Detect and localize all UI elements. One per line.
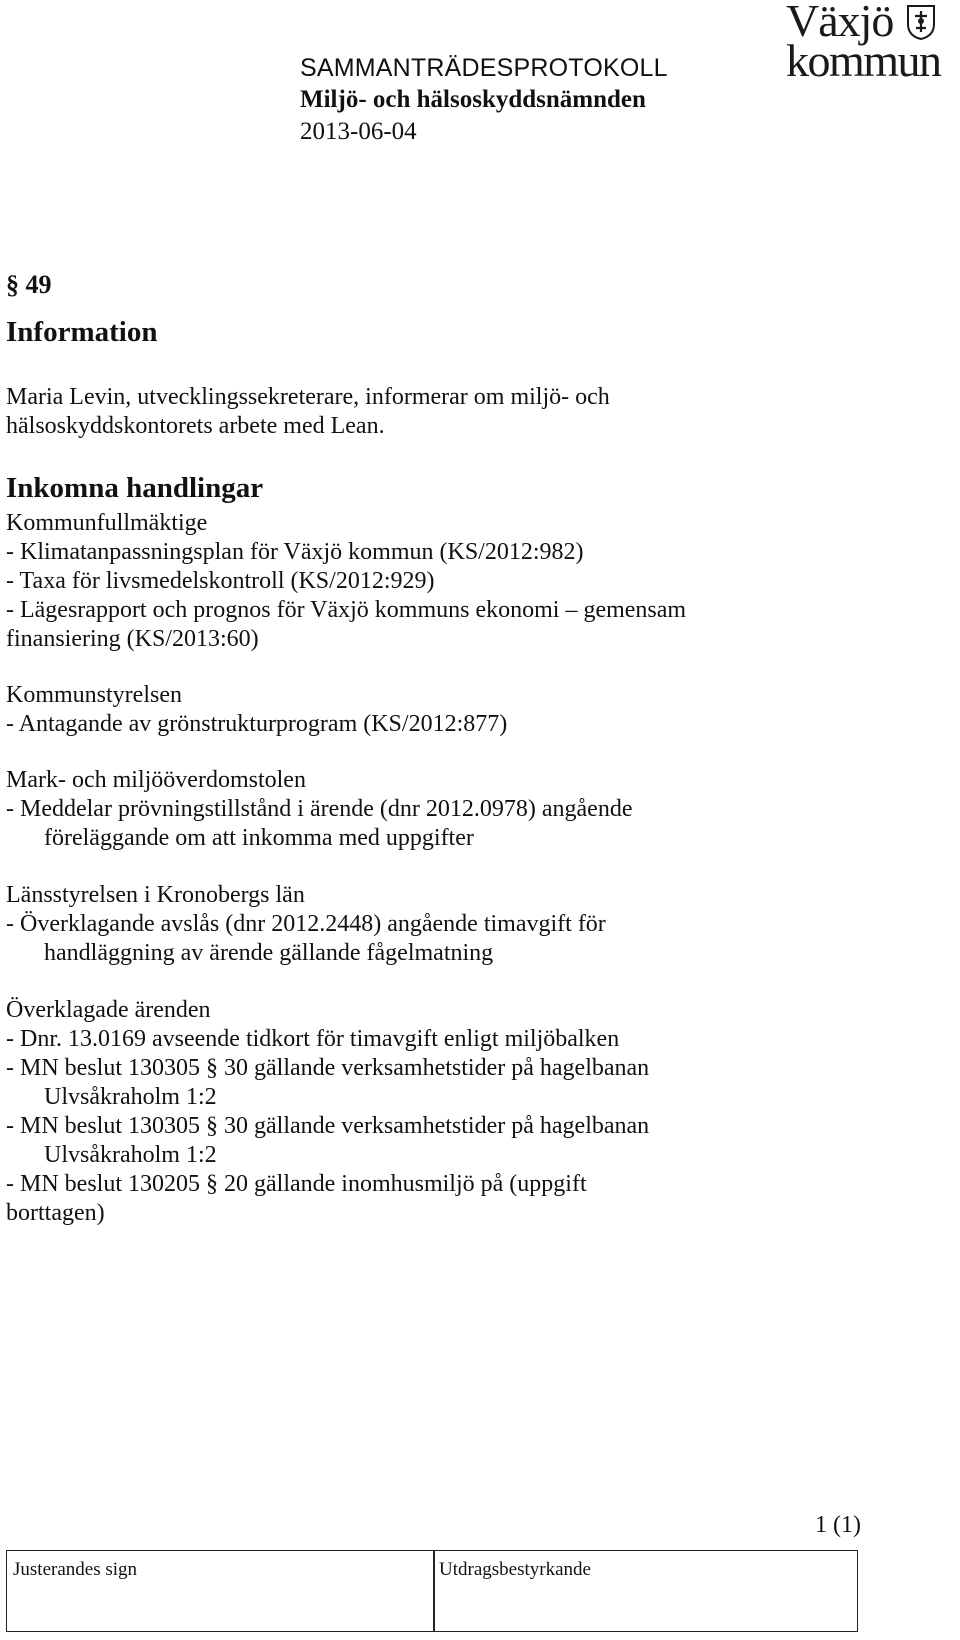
list-item: - MN beslut 130205 § 20 gällande inomhusmiljö på (uppgift — [6, 1171, 587, 1197]
list-item: - Lägesrapport och prognos för Växjö kommuns ekonomi – gemensam — [6, 597, 687, 623]
group-title-kommunstyrelsen: Kommunstyrelsen — [6, 682, 182, 708]
list-item-continuation: Ulvsåkraholm 1:2 — [44, 1084, 217, 1110]
section-heading-information: Information — [6, 316, 158, 348]
document-type: SAMMANTRÄDESPROTOKOLL — [300, 54, 668, 82]
list-item: - Klimatanpassningsplan för Växjö kommun (KS/2012:982) — [6, 539, 584, 565]
signature-table — [6, 1550, 858, 1632]
table-divider — [433, 1551, 435, 1631]
list-item-continuation: föreläggande om att inkomma med uppgifter — [44, 825, 474, 851]
list-item-continuation: finansiering (KS/2013:60) — [6, 626, 259, 652]
vaxjo-kommun-logo — [786, 0, 960, 86]
page-number: 1 (1) — [815, 1512, 861, 1538]
list-item-continuation: handläggning av ärende gällande fågelmatning — [44, 940, 494, 966]
section-heading-incoming: Inkomna handlingar — [6, 472, 264, 504]
paragraph-number: § 49 — [6, 270, 52, 299]
list-item-continuation: Ulvsåkraholm 1:2 — [44, 1142, 217, 1168]
list-item: - Meddelar prövningstillstånd i ärende (dnr 2012.0978) angående — [6, 796, 633, 822]
logo-text-vaxjo: Växjö — [786, 0, 894, 46]
list-item-continuation: borttagen) — [6, 1200, 105, 1226]
utdragsbestyrkande-label: Utdragsbestyrkande — [439, 1559, 591, 1580]
info-text-line: Maria Levin, utvecklingssekreterare, informerar om miljö- och — [6, 384, 610, 410]
info-text-line: hälsoskyddskontorets arbete med Lean. — [6, 413, 385, 439]
meeting-date: 2013-06-04 — [300, 118, 417, 145]
list-item: - MN beslut 130305 § 30 gällande verksamhetstider på hagelbanan — [6, 1055, 650, 1081]
group-title-overklagade-arenden: Överklagade ärenden — [6, 997, 211, 1023]
list-item: - Taxa för livsmedelskontroll (KS/2012:929) — [6, 568, 435, 594]
group-title-lansstyrelsen: Länsstyrelsen i Kronobergs län — [6, 882, 305, 908]
list-item: - Överklagande avslås (dnr 2012.2448) angående timavgift för — [6, 911, 606, 937]
board-name: Miljö- och hälsoskyddsnämnden — [300, 86, 646, 113]
list-item: - Dnr. 13.0169 avseende tidkort för timavgift enligt miljöbalken — [6, 1026, 620, 1052]
logo-text-kommun: kommun — [786, 35, 941, 86]
group-title-kommunfullmaktige: Kommunfullmäktige — [6, 510, 208, 536]
list-item: - MN beslut 130305 § 30 gällande verksamhetstider på hagelbanan — [6, 1113, 650, 1139]
justerandes-sign-label: Justerandes sign — [13, 1559, 138, 1580]
group-title-mark-och-miljooverdomstolen: Mark- och miljööverdomstolen — [6, 767, 306, 793]
list-item: - Antagande av grönstrukturprogram (KS/2012:877) — [6, 711, 508, 737]
